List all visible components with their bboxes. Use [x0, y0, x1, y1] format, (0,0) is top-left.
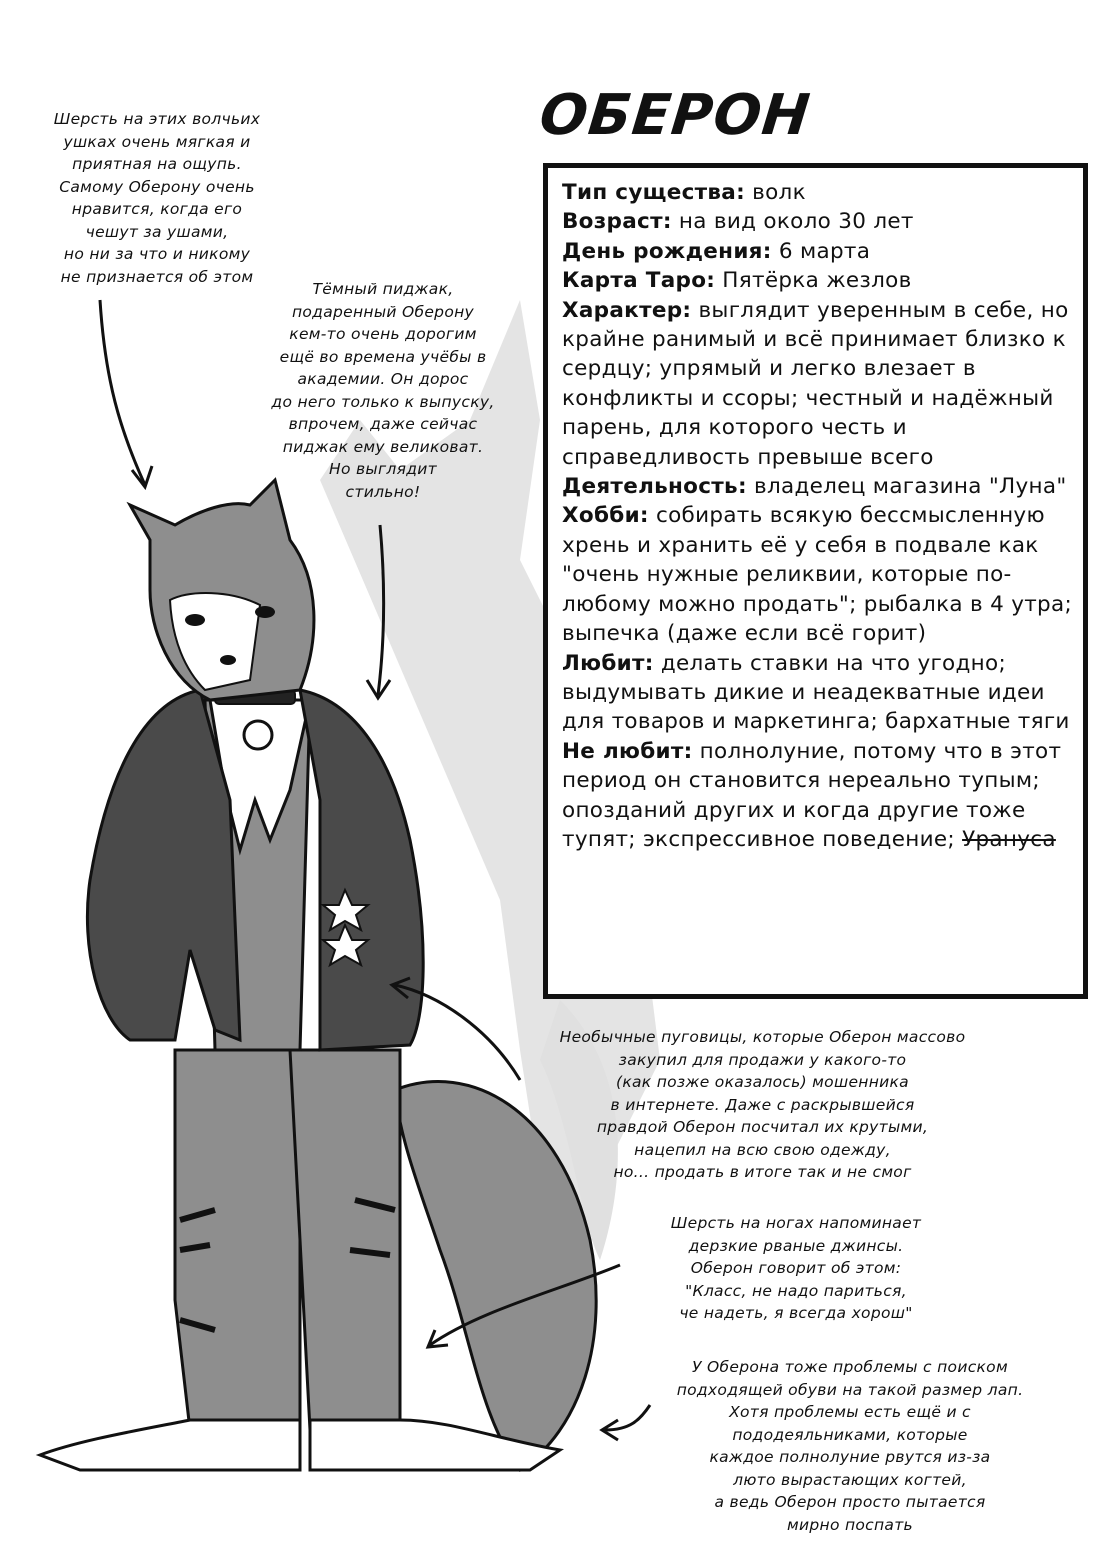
note-line: Самому Оберону очень — [59, 177, 255, 196]
profile-row-likes — [562, 649, 1073, 737]
profile-value: полнолуние, потому что в этот период он становится нереально тупым; опозданий других и когда другие тоже тупят; экспрессивное поведение; — [562, 738, 1062, 852]
profile-value: выглядит уверенным в себе, но крайне ранимый и всё принимает близко к сердцу; упрямый и легко влезает в конфликты и ссоры; честный и надёжный парень, для которого честь и справедливость превыше всего — [562, 297, 1069, 470]
profile-value: владелец магазина "Луна" — [746, 474, 1067, 500]
note-line: до него только к выпуску, — [271, 392, 495, 411]
note-line: Тёмный пиджак, — [312, 280, 454, 298]
profile-label: Деятельность: — [562, 474, 747, 500]
profile-row-hobby — [562, 501, 1073, 648]
profile-label: Не любит: — [562, 738, 693, 764]
profile-row-age — [562, 207, 1073, 236]
arrow-jacket — [367, 525, 390, 698]
note-line: Но выглядит — [329, 460, 437, 478]
profile-label: Любит: — [562, 650, 654, 676]
profile-label: Хобби: — [562, 503, 649, 529]
note-line: а ведь Оберон просто пытается — [714, 1493, 986, 1511]
nose — [220, 655, 236, 665]
profile-value: волк — [745, 180, 806, 205]
profile-row-dislikes — [562, 737, 1073, 855]
note-line: Шерсть на этих волчьих — [53, 110, 261, 128]
left-leg — [175, 1050, 300, 1430]
note-line: Необычные пуговицы, которые Оберон массово — [559, 1028, 966, 1046]
note-shoes — [640, 1356, 1060, 1536]
profile-value: Пятёрка жезлов — [715, 268, 912, 294]
page-title: ОБЕРОН — [536, 83, 814, 148]
note-line: чешут за ушами, — [85, 222, 229, 241]
profile-value: делать ставки на что угодно; выдумывать дикие и неадекватные идеи для товаров и маркетинга; бархатные тяги — [562, 650, 1070, 735]
profile-row-tarot — [562, 266, 1073, 295]
note-line: че надеть, я всегда хорош" — [679, 1304, 913, 1322]
profile-value: собирать всякую бессмысленную хрень и хранить её у себя в подвале как "очень нужные реликвии, которые по-любому можно продать"; рыбалка в 4 утра; выпечка (даже если всё горит) — [562, 503, 1073, 647]
note-line: подходящей обуви на такой размер лап. — [676, 1380, 1024, 1399]
profile-row-character — [562, 296, 1073, 472]
right-leg — [290, 1050, 400, 1430]
arrow-ears — [100, 300, 152, 487]
note-line: но... продать в итоге так и не смог — [613, 1163, 912, 1181]
note-line: академии. Он дорос — [297, 370, 469, 388]
struck-text: Урануса — [962, 826, 1056, 852]
profile-value: 6 марта — [771, 238, 871, 264]
profile-label: Карта Таро: — [562, 268, 716, 294]
note-jacket — [238, 278, 528, 503]
note-line: стильно! — [345, 482, 421, 501]
profile-label: Тип существа: — [562, 180, 745, 205]
profile-label: Возраст: — [562, 209, 672, 235]
note-line: нравится, когда его — [71, 200, 243, 218]
right-eye — [255, 606, 275, 618]
note-line: не признается об этом — [60, 267, 254, 286]
left-eye — [185, 614, 205, 626]
profile-row-species — [562, 178, 1073, 207]
note-line: впрочем, даже сейчас — [288, 415, 478, 433]
note-line: Хотя проблемы есть ещё и с — [729, 1403, 971, 1421]
note-line: мирно поспать — [787, 1515, 913, 1534]
note-line: "Класс, не надо париться, — [685, 1281, 907, 1300]
left-foot — [40, 1420, 300, 1470]
note-line: (как позже оказалось) мошенника — [616, 1073, 909, 1091]
note-line: Шерсть на ногах напоминает — [670, 1214, 922, 1232]
note-line: Оберон говорит об этом: — [690, 1259, 902, 1277]
profile-value: на вид около 30 лет — [671, 209, 914, 235]
note-line: ещё во времена учёбы в — [279, 347, 487, 366]
note-line: пододеяльниками, которые — [732, 1425, 968, 1444]
note-line: правдой Оберон посчитал их крутыми, — [596, 1118, 929, 1136]
note-line: У Оберона тоже проблемы с поиском — [692, 1358, 1008, 1376]
profile-card — [543, 163, 1088, 999]
profile-label: Характер: — [562, 297, 692, 323]
note-line: ушках очень мягкая и — [63, 132, 251, 151]
note-line: дерзкие рваные джинсы. — [688, 1236, 904, 1255]
note-legs — [616, 1212, 976, 1325]
note-line: приятная на ощупь. — [72, 155, 242, 173]
note-line: в интернете. Даже с раскрывшейся — [610, 1095, 915, 1114]
note-line: пиджак ему великоват. — [282, 437, 484, 456]
note-line: каждое полнолуние рвутся из-за — [709, 1448, 991, 1466]
note-buttons — [490, 1026, 1035, 1184]
note-line: кем-то очень дорогим — [289, 325, 477, 343]
note-line: нацепил на всю свою одежду, — [634, 1140, 891, 1159]
note-ears — [18, 108, 296, 288]
note-line: подаренный Оберону — [291, 302, 475, 321]
profile-row-occupation — [562, 472, 1073, 501]
note-line: но ни за что и никому — [63, 245, 251, 263]
note-line: закупил для продажи у какого-то — [618, 1050, 907, 1069]
profile-row-birthday — [562, 237, 1073, 266]
note-line: люто вырастающих когтей, — [733, 1470, 967, 1489]
collar-ring — [244, 721, 272, 749]
profile-label: День рождения: — [562, 238, 772, 264]
